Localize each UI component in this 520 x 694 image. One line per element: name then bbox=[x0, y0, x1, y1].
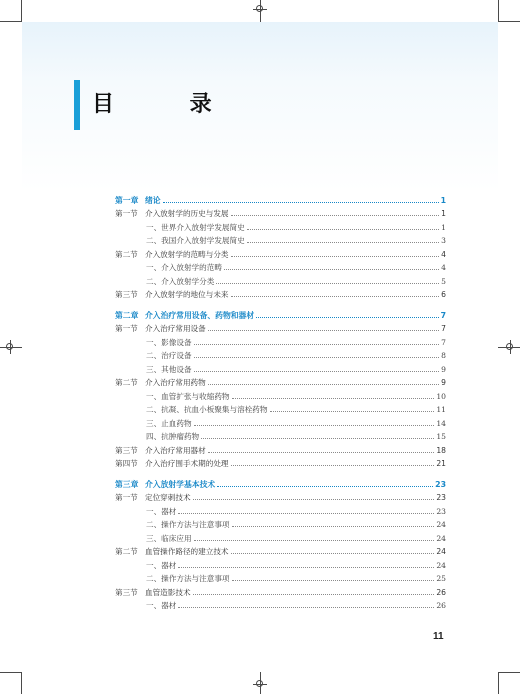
toc-entry-page: 24 bbox=[436, 533, 446, 543]
toc-leader-dots bbox=[224, 269, 439, 270]
registration-mark bbox=[3, 340, 17, 354]
toc-entry-page: 9 bbox=[441, 378, 446, 387]
toc-entry-title: 四、抗肿瘤药物 bbox=[146, 432, 200, 441]
toc-item-entry[interactable] bbox=[115, 348, 446, 362]
crop-mark bbox=[21, 0, 22, 22]
title-accent-bar bbox=[74, 80, 80, 130]
table-of-contents bbox=[115, 192, 446, 611]
toc-section-entry[interactable] bbox=[115, 584, 446, 598]
toc-entry-page: 8 bbox=[441, 351, 446, 360]
toc-entry-title: 介入治疗常用药物 bbox=[145, 378, 206, 387]
toc-entry-title: 绪论 bbox=[145, 195, 161, 205]
toc-entry-title: 介入治疗常用设备 bbox=[145, 324, 206, 333]
toc-entry-number: 第四节 bbox=[115, 459, 138, 468]
toc-entry-title: 介入放射学的历史与发展 bbox=[145, 209, 229, 218]
toc-item-entry[interactable] bbox=[115, 388, 446, 402]
toc-leader-dots bbox=[231, 465, 435, 466]
toc-leader-dots bbox=[216, 283, 439, 284]
toc-entry-page: 10 bbox=[436, 391, 446, 401]
toc-leader-dots bbox=[232, 526, 435, 527]
toc-entry-number: 第一节 bbox=[115, 209, 138, 218]
toc-leader-dots bbox=[256, 317, 438, 318]
toc-entry-title: 二、治疗设备 bbox=[146, 351, 192, 360]
toc-section-entry[interactable] bbox=[115, 206, 446, 220]
toc-item-entry[interactable] bbox=[115, 260, 446, 274]
toc-entry-number: 第二章 bbox=[115, 310, 139, 320]
toc-entry-number: 第一章 bbox=[115, 195, 139, 205]
toc-leader-dots bbox=[193, 499, 435, 500]
toc-section-entry[interactable] bbox=[115, 442, 446, 456]
toc-entry-title: 三、止血药物 bbox=[146, 418, 192, 428]
crop-mark bbox=[498, 672, 499, 694]
toc-item-entry[interactable] bbox=[115, 557, 446, 571]
toc-chapter-entry[interactable] bbox=[115, 307, 446, 321]
toc-entry-page: 21 bbox=[436, 459, 446, 468]
toc-entry-page: 1 bbox=[440, 195, 446, 205]
toc-entry-page: 15 bbox=[436, 432, 446, 441]
toc-entry-title: 一、影像设备 bbox=[146, 337, 192, 347]
toc-entry-title: 二、操作方法与注意事项 bbox=[146, 520, 230, 529]
toc-item-entry[interactable] bbox=[115, 429, 446, 443]
toc-entry-title: 血管造影技术 bbox=[145, 587, 191, 597]
toc-item-entry[interactable] bbox=[115, 503, 446, 517]
toc-leader-dots bbox=[231, 215, 440, 216]
toc-entry-title: 一、介入放射学的范畴 bbox=[146, 263, 222, 272]
toc-entry-title: 血管操作路径的建立技术 bbox=[145, 547, 229, 556]
toc-entry-number: 第二节 bbox=[115, 378, 138, 387]
page-title: 目 录 bbox=[92, 92, 246, 117]
toc-entry-title: 介入放射学的地位与未来 bbox=[145, 290, 229, 299]
crop-mark bbox=[498, 21, 520, 22]
toc-chapter-entry[interactable] bbox=[115, 192, 446, 206]
toc-entry-number: 第一节 bbox=[115, 324, 138, 333]
toc-leader-dots bbox=[270, 411, 435, 412]
toc-item-entry[interactable] bbox=[115, 334, 446, 348]
toc-entry-title: 介入放射学基本技术 bbox=[145, 479, 216, 489]
toc-entry-page: 18 bbox=[436, 445, 446, 455]
toc-entry-number: 第三节 bbox=[115, 290, 138, 299]
toc-section-entry[interactable] bbox=[115, 544, 446, 558]
toc-entry-page: 4 bbox=[441, 249, 446, 259]
toc-leader-dots bbox=[208, 330, 439, 331]
toc-leader-dots bbox=[178, 607, 434, 608]
toc-entry-title: 定位穿刺技术 bbox=[145, 493, 191, 502]
toc-leader-dots bbox=[247, 229, 439, 230]
toc-entry-page: 3 bbox=[441, 236, 446, 245]
toc-entry-page: 25 bbox=[436, 574, 446, 583]
toc-entry-title: 二、介入放射学分类 bbox=[146, 276, 215, 286]
toc-leader-dots bbox=[194, 540, 435, 541]
toc-entry-title: 一、器材 bbox=[146, 506, 177, 516]
toc-entry-title: 三、临床应用 bbox=[146, 533, 192, 543]
toc-leader-dots bbox=[247, 242, 439, 243]
toc-item-entry[interactable] bbox=[115, 361, 446, 375]
toc-entry-title: 一、血管扩张与收缩药物 bbox=[146, 391, 230, 401]
toc-section-entry[interactable] bbox=[115, 246, 446, 260]
toc-item-entry[interactable] bbox=[115, 273, 446, 287]
toc-entry-page: 9 bbox=[441, 364, 446, 374]
toc-entry-number: 第三章 bbox=[115, 479, 139, 489]
toc-entry-page: 24 bbox=[436, 560, 446, 570]
toc-entry-page: 11 bbox=[436, 405, 446, 414]
toc-entry-page: 5 bbox=[441, 276, 446, 286]
toc-leader-dots bbox=[194, 425, 435, 426]
toc-entry-number: 第二节 bbox=[115, 249, 138, 259]
toc-leader-dots bbox=[208, 384, 439, 385]
toc-entry-title: 介入放射学的范畴与分类 bbox=[145, 249, 229, 259]
toc-section-entry[interactable] bbox=[115, 287, 446, 301]
toc-entry-number: 第二节 bbox=[115, 547, 138, 556]
toc-entry-page: 26 bbox=[436, 587, 446, 597]
toc-leader-dots bbox=[232, 398, 435, 399]
toc-item-entry[interactable] bbox=[115, 517, 446, 531]
toc-entry-title: 介入治疗围手术期的处理 bbox=[145, 459, 229, 468]
toc-entry-page: 14 bbox=[436, 418, 446, 428]
toc-leader-dots bbox=[194, 371, 440, 372]
toc-item-entry[interactable] bbox=[115, 415, 446, 429]
toc-section-entry[interactable] bbox=[115, 456, 446, 470]
toc-leader-dots bbox=[193, 594, 435, 595]
toc-item-entry[interactable] bbox=[115, 530, 446, 544]
crop-mark bbox=[0, 21, 22, 22]
toc-entry-title: 一、世界介入放射学发展简史 bbox=[146, 222, 245, 232]
toc-item-entry[interactable] bbox=[115, 598, 446, 612]
toc-entry-title: 二、我国介入放射学发展简史 bbox=[146, 236, 245, 245]
toc-entry-title: 介入治疗常用器材 bbox=[145, 445, 206, 455]
toc-leader-dots bbox=[217, 486, 433, 487]
toc-leader-dots bbox=[231, 553, 435, 554]
toc-entry-page: 23 bbox=[436, 506, 446, 516]
toc-entry-number: 第三节 bbox=[115, 587, 138, 597]
toc-leader-dots bbox=[194, 357, 440, 358]
toc-section-entry[interactable] bbox=[115, 321, 446, 335]
toc-section-entry[interactable] bbox=[115, 375, 446, 389]
toc-entry-page: 23 bbox=[435, 479, 446, 489]
toc-chapter-entry[interactable] bbox=[115, 476, 446, 490]
crop-mark bbox=[21, 672, 22, 694]
toc-entry-title: 介入治疗常用设备、药物和器材 bbox=[145, 310, 255, 320]
toc-entry-page: 24 bbox=[436, 547, 446, 556]
toc-item-entry[interactable] bbox=[115, 402, 446, 416]
toc-entry-number: 第一节 bbox=[115, 493, 138, 502]
crop-mark bbox=[498, 672, 520, 673]
toc-entry-page: 1 bbox=[441, 209, 446, 218]
crop-mark bbox=[0, 672, 22, 673]
toc-leader-dots bbox=[194, 344, 440, 345]
toc-entry-number: 第三节 bbox=[115, 445, 138, 455]
toc-leader-dots bbox=[231, 256, 440, 257]
toc-entry-page: 1 bbox=[441, 222, 446, 232]
toc-leader-dots bbox=[178, 567, 434, 568]
toc-entry-page: 26 bbox=[436, 601, 446, 610]
toc-item-entry[interactable] bbox=[115, 219, 446, 233]
toc-entry-page: 7 bbox=[441, 324, 446, 333]
toc-item-entry[interactable] bbox=[115, 571, 446, 585]
toc-leader-dots bbox=[232, 580, 435, 581]
toc-entry-title: 二、操作方法与注意事项 bbox=[146, 574, 230, 583]
toc-leader-dots bbox=[201, 438, 434, 439]
registration-mark bbox=[253, 2, 267, 16]
toc-section-entry[interactable] bbox=[115, 490, 446, 504]
toc-entry-page: 4 bbox=[441, 263, 446, 272]
toc-leader-dots bbox=[231, 296, 440, 297]
toc-entry-page: 23 bbox=[436, 493, 446, 502]
toc-entry-page: 7 bbox=[440, 310, 446, 320]
page-number: 11 bbox=[433, 631, 444, 642]
toc-entry-title: 三、其他设备 bbox=[146, 364, 192, 374]
toc-leader-dots bbox=[163, 202, 439, 203]
toc-entry-page: 7 bbox=[441, 337, 446, 347]
toc-entry-title: 一、器材 bbox=[146, 601, 177, 610]
toc-entry-title: 二、抗凝、抗血小板聚集与溶栓药物 bbox=[146, 405, 268, 414]
toc-entry-title: 一、器材 bbox=[146, 560, 177, 570]
toc-entry-page: 24 bbox=[436, 520, 446, 529]
crop-mark bbox=[498, 0, 499, 22]
toc-leader-dots bbox=[208, 452, 435, 453]
toc-leader-dots bbox=[178, 513, 434, 514]
toc-entry-page: 6 bbox=[441, 290, 446, 299]
registration-mark bbox=[503, 340, 517, 354]
registration-mark bbox=[253, 677, 267, 691]
toc-item-entry[interactable] bbox=[115, 233, 446, 247]
